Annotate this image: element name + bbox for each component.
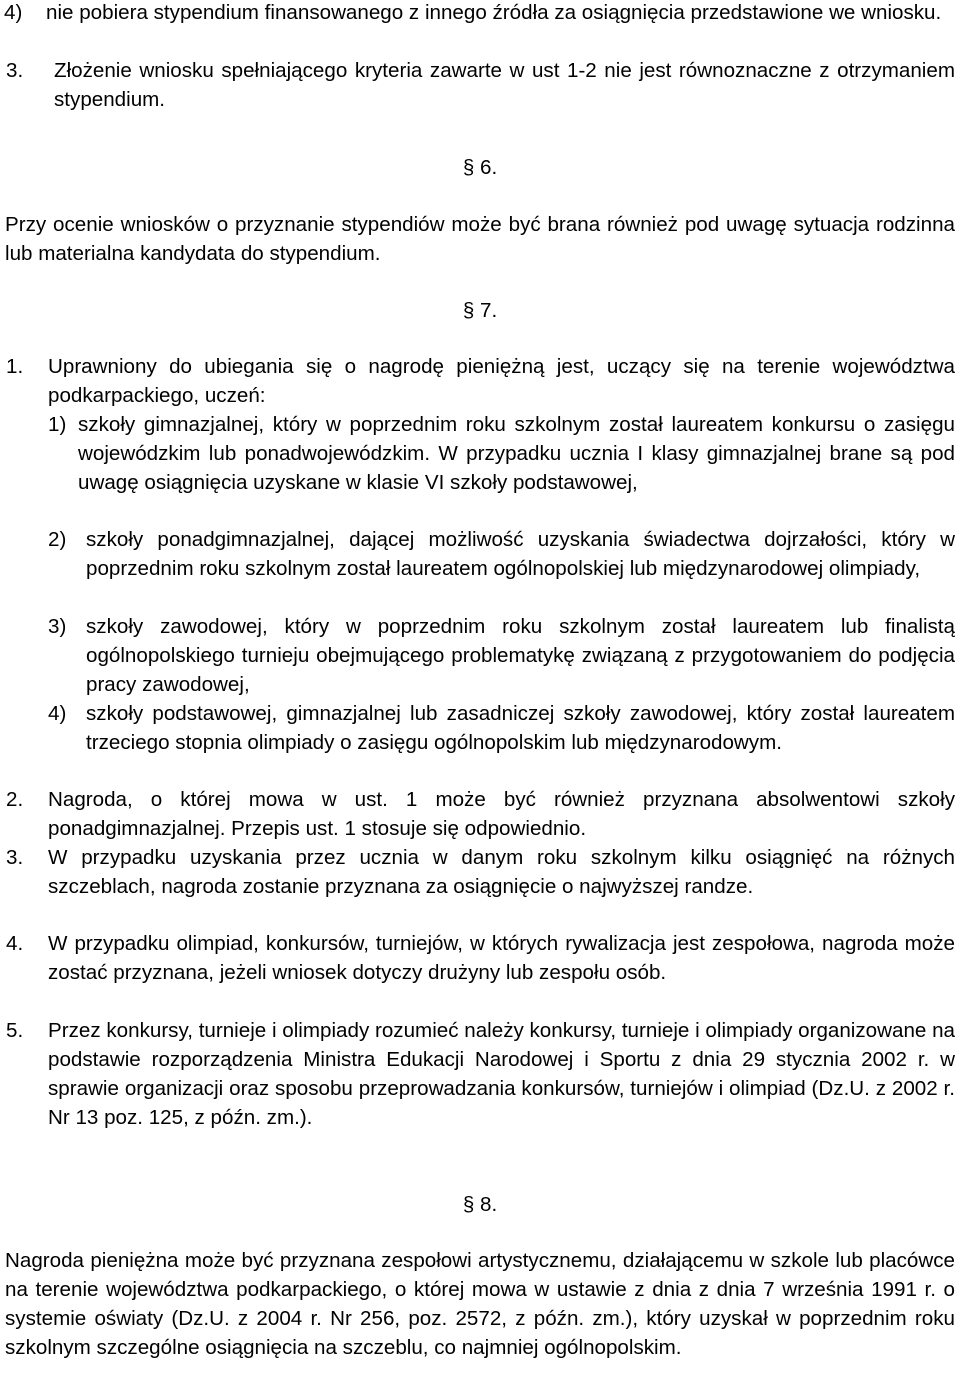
section-6-text: Przy ocenie wniosków o przyznanie stypendiów może być brana również pod uwagę sytuacja rodzinna lub materialna kandydata do stypendium. xyxy=(5,213,955,265)
sub-item-text: szkoły ponadgimnazjalnej, dającej możliwość uzyskania świadectwa dojrzałości, który w poprzednim roku szkolnym został laureatem ogólnopolskiej lub międzynarodowej olimpiady, xyxy=(86,528,955,580)
sub-list-item xyxy=(0,411,960,498)
sub-item-number: 2) xyxy=(48,528,67,551)
list-item-text: W przypadku uzyskania przez ucznia w danym roku szkolnym kilku osiągnięć na różnych szczeblach, nagroda zostanie przyznana za osiągnięcie o najwyższej randze. xyxy=(48,846,955,898)
sub-list-item xyxy=(0,526,960,584)
section-6-heading: § 6. xyxy=(462,156,498,179)
list-item-number: 2. xyxy=(6,788,24,811)
list-item-text: Nagroda, o której mowa w ust. 1 może być również przyznana absolwentowi szkoły ponadgimnazjalnej. Przepis ust. 1 stosuje się odpowiednio. xyxy=(48,788,955,840)
list-item xyxy=(0,844,960,902)
list-item-text: Złożenie wniosku spełniającego kryteria zawarte w ust 1-2 nie jest równoznaczne z otrzymaniem stypendium. xyxy=(54,59,955,111)
list-item-text: Uprawniony do ubiegania się o nagrodę pieniężną jest, uczący się na terenie województwa podkarpackiego, uczeń: xyxy=(48,355,955,407)
list-item-text: nie pobiera stypendium finansowanego z innego źródła za osiągnięcia przedstawione we wniosku. xyxy=(46,1,942,24)
list-item-number: 4) xyxy=(4,1,23,24)
sub-item-number: 3) xyxy=(48,615,67,638)
sub-item-text: szkoły gimnazjalnej, który w poprzednim roku szkolnym został laureatem konkursu o zasięgu wojewódzkim lub ponadwojewódzkim. W przypadku ucznia I klasy gimnazjalnej brane są pod uwagę osiągnięcia uzyskane w klasie VI szkoły podstawowej, xyxy=(78,413,955,494)
sub-item-number: 4) xyxy=(48,702,67,725)
sub-item-text: szkoły zawodowej, który w poprzednim roku szkolnym został laureatem lub finalistą ogólnopolskiego turnieju obejmującego problematykę związaną z przygotowaniem do podjęcia pracy zawodowej, xyxy=(86,615,955,696)
sub-item-text: szkoły podstawowej, gimnazjalnej lub zasadniczej szkoły zawodowej, który został laureatem trzeciego stopnia olimpiady o zasięgu ogólnopolskim lub międzynarodowym. xyxy=(86,702,955,754)
list-item xyxy=(0,57,960,115)
section-8-text: Nagroda pieniężna może być przyznana zespołowi artystycznemu, działającemu w szkole lub placówce na terenie województwa podkarpackiego, o której mowa w ustawie z dnia z dnia 7 września 1991 r. o systemie oświaty (Dz.U. z 2004 r. Nr 256, poz. 2572, z późn. zm.), który uzyskał w poprzednim roku szkolnym szczególne osiągnięcia na szczeblu, co najmniej ogólnopolskim. xyxy=(5,1249,955,1359)
section-8-heading: § 8. xyxy=(462,1193,498,1216)
list-item-number: 3. xyxy=(6,59,24,82)
sub-list-item xyxy=(0,613,960,700)
list-item-text: Przez konkursy, turnieje i olimpiady rozumieć należy konkursy, turnieje i olimpiady organizowane na podstawie rozporządzenia Ministra Edukacji Narodowej i Sportu z dnia 29 stycznia 2002 r. w sprawie organizacji oraz sposobu przeprowadzania konkursów, turniejów i olimpiad (Dz.U. z 2002 r. Nr 13 poz. 125, z późn. zm.). xyxy=(48,1019,955,1129)
list-item xyxy=(0,0,960,28)
sub-item-number: 1) xyxy=(48,413,67,436)
sub-list-item xyxy=(0,700,960,758)
list-item xyxy=(0,930,960,988)
list-item xyxy=(0,786,960,844)
list-item xyxy=(0,353,960,411)
list-item-text: W przypadku olimpiad, konkursów, turniejów, w których rywalizacja jest zespołowa, nagroda może zostać przyznana, jeżeli wniosek dotyczy drużyny lub zespołu osób. xyxy=(48,932,955,984)
list-item-number: 3. xyxy=(6,846,24,869)
list-item-number: 4. xyxy=(6,932,24,955)
list-item xyxy=(0,1017,960,1133)
section-7-heading: § 7. xyxy=(462,299,498,322)
list-item-number: 1. xyxy=(6,355,24,378)
list-item-number: 5. xyxy=(6,1019,24,1042)
